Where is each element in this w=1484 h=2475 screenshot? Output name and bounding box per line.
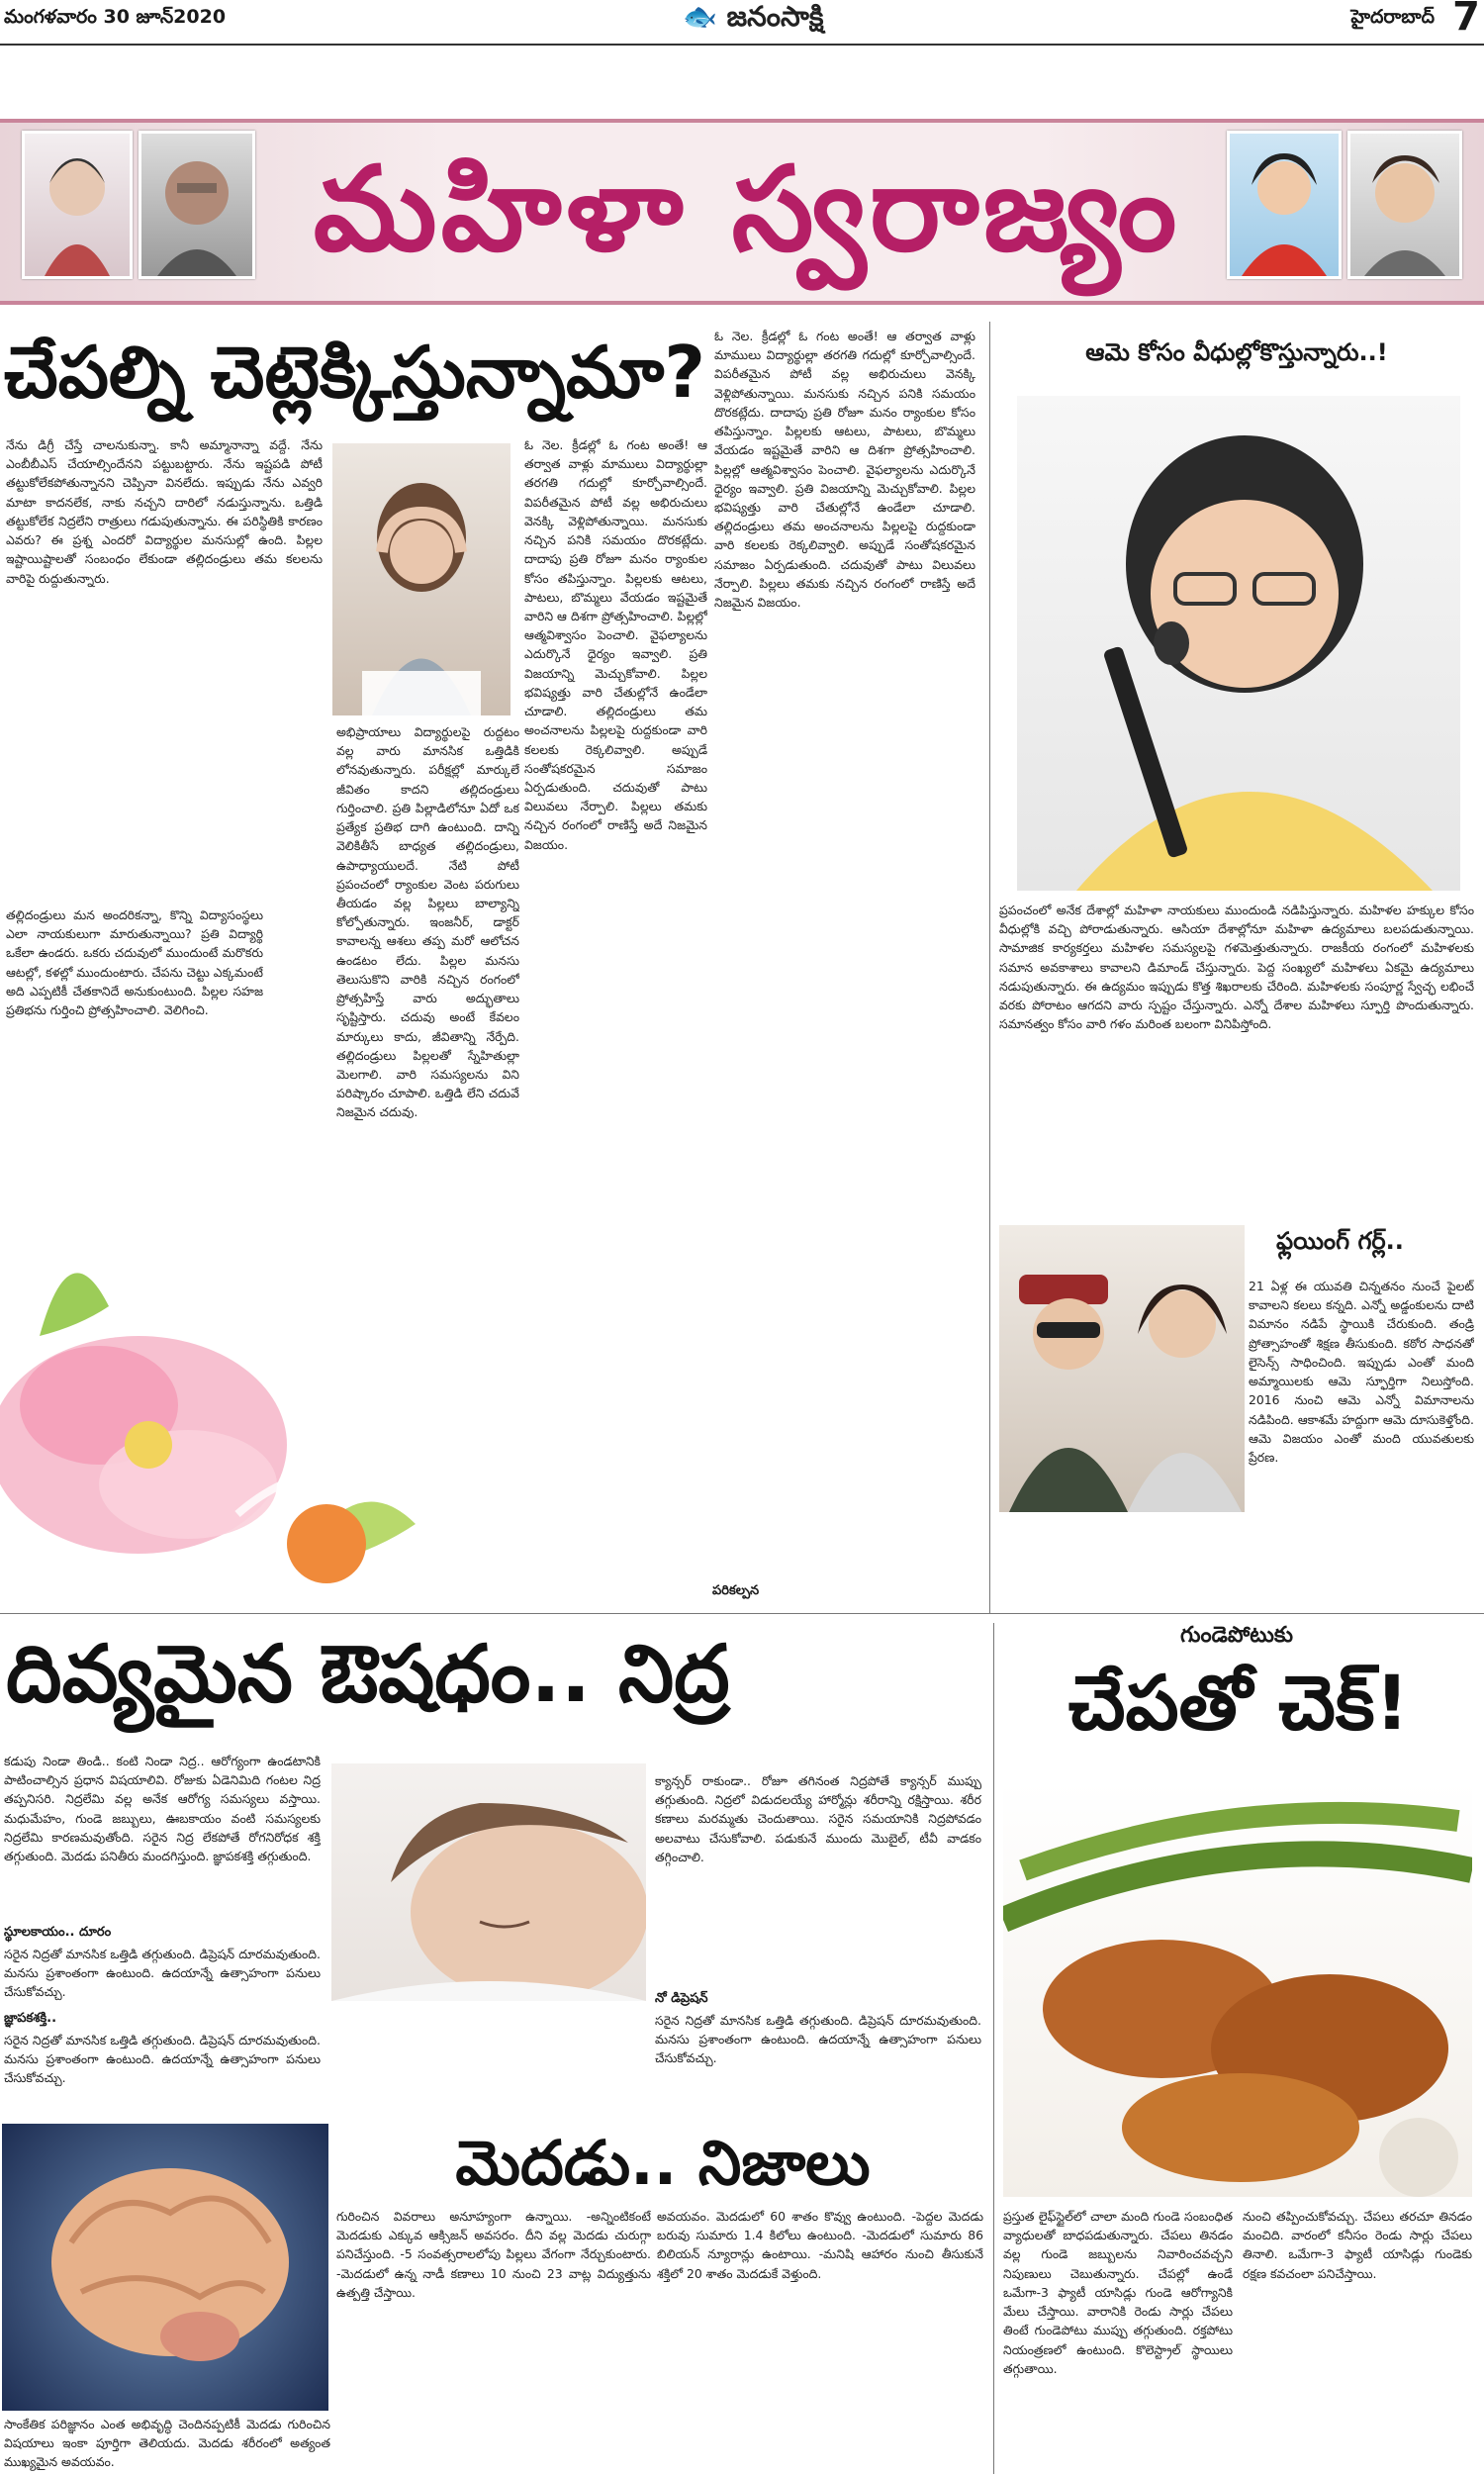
article1-headline: చేపల్ని చెట్లెక్కిస్తున్నామా? (4, 331, 706, 414)
article2-kicker: ఆమె కోసం వీధుల్లోకొస్తున్నారు..! (1085, 338, 1388, 366)
article1-student-photo (332, 443, 510, 715)
masthead-city: హైదరాబాద్ (1350, 6, 1435, 28)
article6-headline: మెదడు.. నిజాలు (455, 2127, 871, 2199)
article5-body: ప్రస్తుత లైఫ్‌స్టైల్‌లో చాలా మంది గుండె సంబంధిత వ్యాధులతో బాధపడుతున్నారు. చేపలు తినడం వల్ల గుండె జబ్బులను నివారించవచ్చని నిపుణులు చెబుతున్నారు. చేపల్లో ఉండే ఒమేగా-3 ఫ్యాటీ యాసిడ్లు గుండె ఆరోగ్యానికి మేలు చేస్తాయి. వారానికి రెండు సార్లు చేపలు తింటే గుండెపోటు ముప్పు తగ్గుతుంది. రక్తపోటు నియంత్రణలో ఉంటుంది. కొలెస్ట్రాల్‌ స్థాయిలు తగ్గుతాయి. (1003, 2209, 1233, 2376)
article6-col3: అవయవం. మెదడులో 60 శాతం కొవ్వు ఉంటుంది. -పెద్దల మెదడు బరువు సుమారు 1.4 కిలోలు ఉంటుంది. -మెదడులో సుమారు 86 బిలియన్‌ న్యూరాన్లు ఉంటాయి. -మనిషి ఆహారం నుంచి తీసుకునే శక్తిలో 20 శాతం మెదడుకే వెళ్తుంది. (657, 2209, 983, 2281)
banner-title: మహిళా స్వరాజ్యం (313, 140, 1181, 277)
masthead-date: మంగళవారం 30 జూన్2020 (4, 6, 227, 28)
article4-col1c: సరైన నిద్రతో మానసిక ఒత్తిడి తగ్గుతుంది. డిప్రెషన్‌ దూరమవుతుంది. మనసు ప్రశాంతంగా ఉంటుంది. ఉదయాన్నే ఉత్సాహంగా పనులు చేసుకోవచ్చు. (4, 2033, 321, 2086)
logo-fish-icon: 🐟 (683, 0, 717, 33)
article1-col3: అభిప్రాయాలు విద్యార్థులపై రుద్దటం వల్ల వారు మానసిక ఒత్తిడికి లోనవుతున్నారు. పరీక్షల్లో మార్కులే జీవితం కాదని తల్లిదండ్రులు గుర్తించాలి. ప్రతి పిల్లాడిలోనూ ఏదో ఒక ప్రత్యేక ప్రతిభ దాగి ఉంటుంది. దాన్ని వెలికితీసే బాధ్యత తల్లిదండ్రులు, ఉపాధ్యాయులదే. నేటి పోటీ ప్రపంచంలో ర్యాంకుల వెంట పరుగులు తీయడం వల్ల పిల్లలు బాల్యాన్ని కోల్పోతున్నారు. ఇంజనీర్‌, డాక్టర్‌ కావాలన్న ఆశలు తప్ప మరో ఆలోచన ఉండటం లేదు. పిల్లల మనసు తెలుసుకొని వారికి నచ్చిన రంగంలో ప్రోత్సహిస్తే వారు అద్భుతాలు సృష్టిస్తారు. చదువు అంటే కేవలం మార్కులు కాదు, జీవితాన్ని నేర్పేది. తల్లిదండ్రులు పిల్లలతో స్నేహితుల్లా మెలగాలి. వారి సమస్యలను విని పరిష్కారం చూపాలి. ఒత్తిడి లేని చదువే నిజమైన చదువు. (336, 724, 519, 1120)
article5-kicker: గుండెపోటుకు (1180, 1623, 1293, 1648)
article4-col2: క్యాన్సర్‌ రాకుండా.. రోజూ తగినంత నిద్రపోతే క్యాన్సర్‌ ముప్పు తగ్గుతుంది. నిద్రలో విడుదలయ్యే హార్మోన్లు శరీరాన్ని రక్షిస్తాయి. శరీర కణాలు మరమ్మతు చెందుతాయి. సరైన సమయానికి నిద్రపోవడం అలవాటు చేసుకోవాలి. పడుకునే ముందు మొబైల్‌, టీవీ వాడకం తగ్గించాలి. (655, 1773, 981, 1864)
portrait-2 (139, 131, 255, 279)
article4-subhead1: స్థూలకాయం.. దూరం (4, 1925, 112, 1940)
article1-col2: తల్లిదండ్రులు మన అందరికన్నా, కొన్ని విద్యాసంస్థలు ఎలా నాయకులుగా మారుతున్నాయి? ప్రతి విద్యార్థి ఒకేలా ఉండరు. ఒకరు చదువులో ముందుంటే మరొకరు ఆటల్లో, కళల్లో ముందుంటారు. చేపను చెట్టు ఎక్కమంటే అది ఎప్పటికీ చేతకానిదే అనుకుంటుంది. పిల్లల సహజ ప్రతిభను గుర్తించి ప్రోత్సహించాలి. వెలిగించి. (6, 907, 263, 1018)
article6-brain-photo (2, 2124, 328, 2411)
article4-col1: కడుపు నిండా తిండి.. కంటి నిండా నిద్ర.. ఆరోగ్యంగా ఉండటానికి పాటించాల్సిన ప్రధాన విషయాలివి. రోజుకు ఏడెనిమిది గంటల నిద్ర తప్పనిసరి. నిద్రలేమి వల్ల అనేక ఆరోగ్య సమస్యలు వస్తాయి. మధుమేహం, గుండె జబ్బులు, ఊబకాయం వంటి సమస్యలకు నిద్రలేమి కారణమవుతోంది. సరైన నిద్ర లేకపోతే రోగనిరోధక శక్తి తగ్గుతుంది. మెదడు పనితీరు మందగిస్తుంది. జ్ఞాపకశక్తి తగ్గుతుంది. (4, 1754, 321, 1864)
article5-headline: చేపతో చెక్‌! (1067, 1659, 1410, 1747)
article4-col1b: సరైన నిద్రతో మానసిక ఒత్తిడి తగ్గుతుంది. డిప్రెషన్‌ దూరమవుతుంది. మనసు ప్రశాంతంగా ఉంటుంది. ఉదయాన్నే ఉత్సాహంగా పనులు చేసుకోవచ్చు. (4, 1947, 321, 2000)
column-rule-2 (993, 1623, 994, 2474)
paper-name: జనంసాక్షి (726, 0, 824, 33)
article3-kicker: ఫ్లయింగ్‌ గర్ల్‌.. (1276, 1227, 1404, 1255)
portrait-4 (1347, 131, 1462, 279)
column-rule-1 (989, 322, 990, 1613)
article4-sleeping-photo (331, 1763, 646, 2100)
article1-col4: ఓ నెల. క్రీడల్లో ఓ గంట అంతే! ఆ తర్వాత వాళ్లు మాములు విద్యార్థుల్లా తరగతి గదుల్లో కూర్చోవాల్సిందే. విపరీతమైన పోటీ వల్ల అభిరుచులు వెనక్కి వెళ్లిపోతున్నాయి. మనసుకు నచ్చిన పనికి సమయం దొరకట్లేదు. దాదాపు ప్రతి రోజూ మనం ర్యాంకుల కోసం తపిస్తున్నాం. పిల్లలకు ఆటలు, పాటలు, బొమ్మలు వేయడం ఇష్టమైతే వారిని ఆ దిశగా ప్రోత్సహించాలి. పిల్లల్లో ఆత్మవిశ్వాసం పెంచాలి. వైఫల్యాలను ఎదుర్కొనే ధైర్యం ఇవ్వాలి. ప్రతి విజయాన్ని మెచ్చుకోవాలి. పిల్లల భవిష్యత్తు వారి చేతుల్లోనే ఉండేలా చూడాలి. తల్లిదండ్రులు తమ అంచనాలను పిల్లలపై రుద్దకుండా వారి కలలకు రెక్కలివ్వాలి. అప్పుడే సంతోషకరమైన సమాజం ఏర్పడుతుంది. చదువుతో పాటు విలువలు నేర్పాలి. పిల్లలు తమకు నచ్చిన రంగంలో రాణిస్తే అదే నిజమైన విజయం. (714, 329, 975, 611)
article4-col2b: సరైన నిద్రతో మానసిక ఒత్తిడి తగ్గుతుంది. డిప్రెషన్‌ దూరమవుతుంది. మనసు ప్రశాంతంగా ఉంటుంది. ఉదయాన్నే ఉత్సాహంగా పనులు చేసుకోవచ్చు. (655, 2013, 981, 2066)
article4-headline: దివ్యమైన ఔషధం.. నిద్ర (6, 1628, 730, 1720)
article6-col1: సాంకేతిక పరిజ్ఞానం ఎంత అభివృద్ధి చెందినప్పటికీ మెదడు గురించిన విషయాలు ఇంకా పూర్తిగా తెలియదు. మెదడు శరీరంలో అత్యంత ముఖ్యమైన అవయవం. (4, 2417, 330, 2470)
paper-logo (683, 0, 823, 40)
article6-col2: గురించిన వివరాలు అనూహ్యంగా ఉన్నాయి. -అన్నింటికంటే మెదడుకు ఎక్కువ ఆక్సిజన్‌ అవసరం. దీని వల్ల మెదడు చురుగ్గా పనిచేస్తుంది. -5 సంవత్సరాలలోపు పిల్లలు వేగంగా నేర్చుకుంటారు. -మెదడులో ఉన్న నాడీ కణాలు 10 నుంచి 23 వాట్ల విద్యుత్తును ఉత్పత్తి చేస్తాయి. (336, 2209, 651, 2300)
article5-fish-photo (1003, 1781, 1472, 2197)
article2-speaker-photo (1017, 396, 1460, 891)
article2-body: ప్రపంచంలో అనేక దేశాల్లో మహిళా నాయకులు ముందుండి నడిపిస్తున్నారు. మహిళల హక్కుల కోసం వీధుల్లోకి వచ్చి పోరాడుతున్నారు. ఆసియా దేశాల్లోనూ మహిళా ఉద్యమాలు బలపడుతున్నాయి. సామాజిక కార్యకర్తలు మహిళల సమస్యలపై గళమెత్తుతున్నారు. రాజకీయ రంగంలో మహిళలకు సమాన అవకాశాలు కావాలని డిమాండ్‌ చేస్తున్నారు. పెద్ద సంఖ్యలో మహిళలు ఏకమై ఉద్యమాలు నడుపుతున్నారు. ఈ ఉద్యమం ఇప్పుడు కొత్త శిఖరాలకు చేరింది. మహిళలకు సంపూర్ణ స్వేచ్ఛ లభించే వరకు పోరాటం ఆగదని వారు స్పష్టం చేస్తున్నారు. ఎన్నో దేశాల మహిళలు స్ఫూర్తి పొందుతున్నారు. సమానత్వం కోసం వారి గళం మరింత బలంగా వినిపిస్తోంది. (999, 903, 1474, 1032)
page-number: 7 (1452, 0, 1480, 40)
masthead-rule (0, 44, 1484, 46)
article4-subhead2: జ్ఞాపకశక్తి.. (4, 2011, 57, 2026)
article1-col3b: ఓ నెల. క్రీడల్లో ఓ గంట అంతే! ఆ తర్వాత వాళ్లు మాములు విద్యార్థుల్లా తరగతి గదుల్లో కూర్చోవాల్సిందే. విపరీతమైన పోటీ వల్ల అభిరుచులు వెనక్కి వెళ్లిపోతున్నాయి. మనసుకు నచ్చిన పనికి సమయం దొరకట్లేదు. దాదాపు ప్రతి రోజూ మనం ర్యాంకుల కోసం తపిస్తున్నాం. పిల్లలకు ఆటలు, పాటలు, బొమ్మలు వేయడం ఇష్టమైతే వారిని ఆ దిశగా ప్రోత్సహించాలి. పిల్లల్లో ఆత్మవిశ్వాసం పెంచాలి. వైఫల్యాలను ఎదుర్కొనే ధైర్యం ఇవ్వాలి. ప్రతి విజయాన్ని మెచ్చుకోవాలి. పిల్లల భవిష్యత్తు వారి చేతుల్లోనే ఉండేలా చూడాలి. తల్లిదండ్రులు తమ అంచనాలను పిల్లలపై రుద్దకుండా వారి కలలకు రెక్కలివ్వాలి. అప్పుడే సంతోషకరమైన సమాజం ఏర్పడుతుంది. చదువుతో పాటు విలువలు నేర్పాలి. పిల్లలు తమకు నచ్చిన రంగంలో రాణిస్తే అదే నిజమైన విజయం. (524, 437, 707, 852)
article3-body: 21 ఏళ్ల ఈ యువతి చిన్నతనం నుంచే పైలట్‌ కావాలని కలలు కన్నది. ఎన్నో అడ్డంకులను దాటి విమానం నడిపే స్థాయికి చేరుకుంది. తండ్రి ప్రోత్సాహంతో శిక్షణ తీసుకుంది. కఠోర సాధనతో లైసెన్స్‌ సాధించింది. ఇప్పుడు ఎంతో మంది అమ్మాయిలకు ఆమె స్ఫూర్తిగా నిలుస్తోంది. 2016 నుంచి ఆమె ఎన్నో విమానాలను నడిపింది. ఆకాశమే హద్దుగా ఆమె దూసుకెళ్తోంది. ఆమె విజయం ఎంతో మంది యువతులకు ప్రేరణ. (1249, 1279, 1474, 1465)
section-rule-1 (0, 1613, 1484, 1614)
portrait-3 (1227, 131, 1342, 279)
article3-pilot-photo (999, 1225, 1245, 1512)
article1-col1: నేను డిగ్రీ చేస్తే చాలనుకున్నా. కానీ అమ్మానాన్నా వద్దే. నేను ఎంబీబీఎస్‌ చేయాల్సిందేనని పట్టుబట్టారు. నేను ఇష్టపడి పోటీ తట్టుకోలేకపోతున్నానని చెప్పినా వినలేదు. ఇప్పుడు నేను ఎవ్వరి మాటా కాదనలేక, నాకు నచ్చని దారిలో నడుస్తున్నాను. ఒత్తిడి తట్టుకోలేక నిద్రలేని రాత్రులు గడుపుతున్నాను. ఈ పరిస్థితికి కారణం ఎవరు? ఈ ప్రశ్న ఎందరో విద్యార్థుల మనసుల్లో ఉంది. పిల్లల ఇష్టాయిష్టాలతో సంబంధం లేకుండా తల్లిదండ్రులు తమ కలలను వారిపై రుద్దుతున్నారు. (6, 437, 323, 586)
article5-body-cont: నుంచి తప్పించుకోవచ్చు. చేపలు తరచూ తినడం మంచిది. వారంలో కనీసం రెండు సార్లు చేపలు తినాలి. ఒమేగా-3 ఫ్యాటీ యాసిడ్లు గుండెకు రక్షణ కవచంలా పనిచేస్తాయి. (1243, 2209, 1472, 2281)
article4-subhead3: నో డిప్రెషన్‌ (655, 1991, 708, 2006)
portrait-1 (22, 131, 133, 279)
article1-byline: పరికల్పన (712, 1583, 760, 1598)
